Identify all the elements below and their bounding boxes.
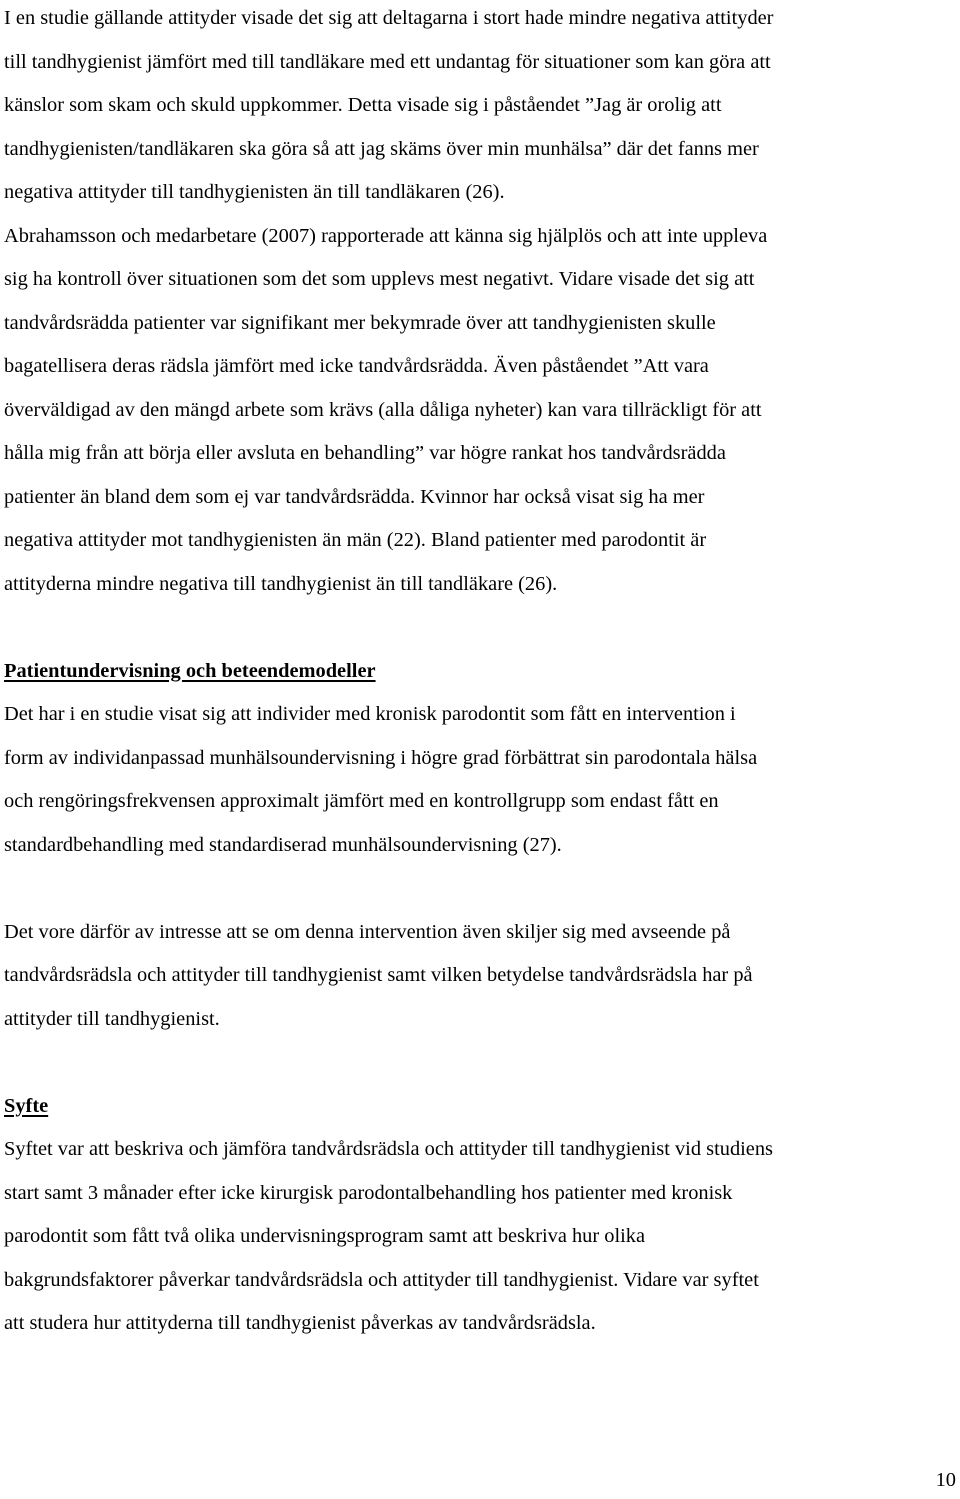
text-line: överväldigad av den mängd arbete som krävs (alla dåliga nyheter) kan vara tillräckligt för att	[4, 398, 762, 421]
text-line: patienter än bland dem som ej var tandvårdsrädda. Kvinnor har också visat sig ha mer	[4, 485, 705, 508]
page-content	[4, 0, 958, 1346]
paragraph-attitudes	[4, 0, 958, 606]
text-line: attityderna mindre negativa till tandhygienist än till tandläkare (26).	[4, 572, 558, 595]
text-line: Abrahamsson och medarbetare (2007) rapporterade att känna sig hjälplös och att inte uppleva	[4, 224, 768, 247]
text-line: tandhygienisten/tandläkaren ska göra så att jag skäms över min munhälsa” där det fanns mer	[4, 137, 759, 160]
paragraph-aim	[4, 1128, 958, 1346]
text-line: känslor som skam och skuld uppkommer. Detta visade sig i påståendet ”Jag är orolig att	[4, 94, 722, 116]
text-line: standardbehandling med standardiserad munhälsoundervisning (27).	[4, 833, 562, 856]
text-line: till tandhygienist jämfört med till tandläkare med ett undantag för situationer som kan göra att	[4, 50, 771, 73]
paragraph-gap	[4, 1041, 958, 1085]
text-line: bagatellisera deras rädsla jämfört med icke tandvårdsrädda. Även påståendet ”Att vara	[4, 355, 709, 377]
text-line: bakgrundsfaktorer påverkar tandvårdsrädsla och attityder till tandhygienist. Vidare var syftet	[4, 1268, 759, 1291]
text-line: och rengöringsfrekvensen approximalt jämfört med en kontrollgrupp som endast fått en	[4, 790, 719, 812]
text-line: form av individanpassad munhälsoundervisning i högre grad förbättrat sin parodontala hälsa	[4, 746, 758, 769]
paragraph-gap	[4, 867, 958, 911]
text-line: negativa attityder till tandhygienisten än till tandläkaren (26).	[4, 181, 505, 203]
text-line: start samt 3 månader efter icke kirurgisk parodontalbehandling hos patienter med kronisk	[4, 1181, 733, 1204]
text-line: Syftet var att beskriva och jämföra tandvårdsrädsla och attityder till tandhygienist vid studiens	[4, 1138, 773, 1160]
text-line: negativa attityder mot tandhygienisten än män (22). Bland patienter med parodontit är	[4, 529, 707, 551]
text-line: att studera hur attityderna till tandhygienist påverkas av tandvårdsrädsla.	[4, 1312, 596, 1334]
text-line: hålla mig från att börja eller avsluta en behandling” var högre rankat hos tandvårdsrädda	[4, 442, 726, 464]
paragraph-interest	[4, 911, 958, 1042]
text-line: I en studie gällande attityder visade det sig att deltagarna i stort hade mindre negativa attityder	[4, 7, 774, 29]
text-line: Det vore därför av intresse att se om denna intervention även skiljer sig med avseende på	[4, 920, 731, 943]
text-line: Det har i en studie visat sig att individer med kronisk parodontit som fått en intervention i	[4, 703, 736, 725]
text-line: tandvårdsrädsla och attityder till tandhygienist samt vilken betydelse tandvårdsrädsla har på	[4, 964, 753, 986]
text-line: tandvårdsrädda patienter var signifikant mer bekymrade över att tandhygienisten skulle	[4, 311, 716, 334]
text-line: sig ha kontroll över situationen som det som upplevs mest negativt. Vidare visade det sig att	[4, 268, 755, 290]
section-heading-patient-education: Patientundervisning och beteendemodeller	[4, 659, 376, 682]
section-heading-aim: Syfte	[4, 1094, 49, 1117]
page-number: 10	[935, 1469, 956, 1491]
text-line: parodontit som fått två olika undervisningsprogram samt att beskriva hur olika	[4, 1225, 646, 1247]
paragraph-gap	[4, 606, 958, 650]
paragraph-patient-education	[4, 693, 958, 867]
text-line: attityder till tandhygienist.	[4, 1007, 220, 1030]
